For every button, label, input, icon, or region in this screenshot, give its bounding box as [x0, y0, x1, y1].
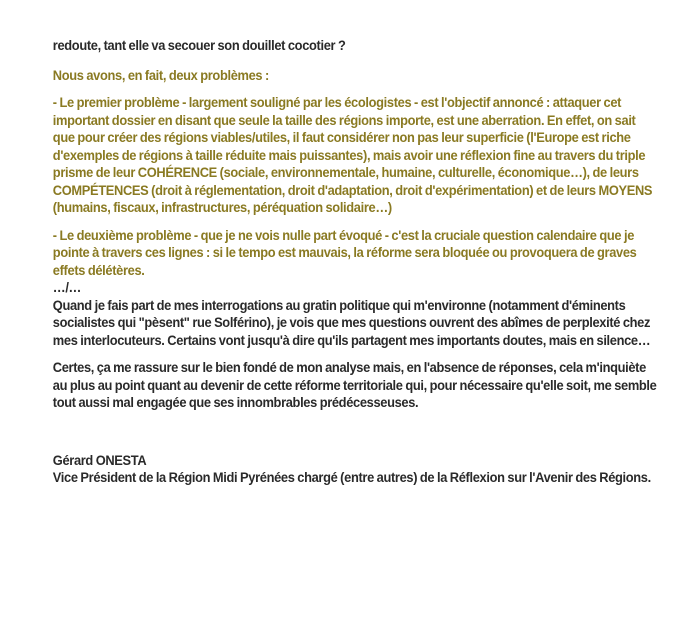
- certes-paragraph: Certes, ça me rassure sur le bien fondé de mon analyse mais, en l'absence de réponses, cela m'inquiète au plus au point quant au devenir de cette réforme territoriale qui, pour nécessaire qu'elle soit, me semble tout aussi mal engagée que ses innombrables prédécesseuses.: [52, 360, 657, 410]
- opening-line: redoute, tant elle va secouer son douillet cocotier ?: [52, 38, 346, 53]
- interrogations-paragraph: Quand je fais part de mes interrogations au gratin politique qui m'environne (notamment d'éminents socialistes qui "pèsent" rue Solférino), je vois que mes questions ouvrent des abîmes de perplexité chez mes interlocuteurs. Certains vont jusqu'à dire qu'ils partagent mes importants doutes, mais en silence…: [52, 297, 651, 348]
- problem-two-paragraph: - Le deuxième problème - que je ne vois nulle part évoqué - c'est la cruciale question calendaire que je pointe à travers ces lignes : si le tempo est mauvais, la réforme sera bloquée ou provoquera de graves effets délétères.: [52, 227, 637, 278]
- ellipsis-marker: …/…: [52, 280, 82, 295]
- signature-title: Vice Président de la Région Midi Pyrénées chargé (entre autres) de la Réflexion sur l'Avenir des Régions.: [52, 470, 651, 485]
- problems-intro: Nous avons, en fait, deux problèmes :: [52, 67, 269, 83]
- signature-name: Gérard ONESTA: [52, 452, 147, 468]
- problem-one-paragraph: - Le premier problème - largement souligné par les écologistes - est l'objectif annoncé : attaquer cet important dossier en disant que seule la taille des régions importe, est une aberration. En effet, on sait que pour créer des régions viables/utiles, il faut considérer non pas leur superficie (l'Europe est riche d'exemples de régions à taille réduite mais puissantes), mais avoir une réflexion fine au travers du triple prisme de leur COHÉRENCE (sociale, environnementale, humaine, culturelle, économique…), de leurs COMPÉTENCES (droit à réglementation, droit d'adaptation, droit d'expérimentation) et de leurs MOYENS (humains, fiscaux, infrastructures, péréquation solidaire…): [52, 95, 653, 215]
